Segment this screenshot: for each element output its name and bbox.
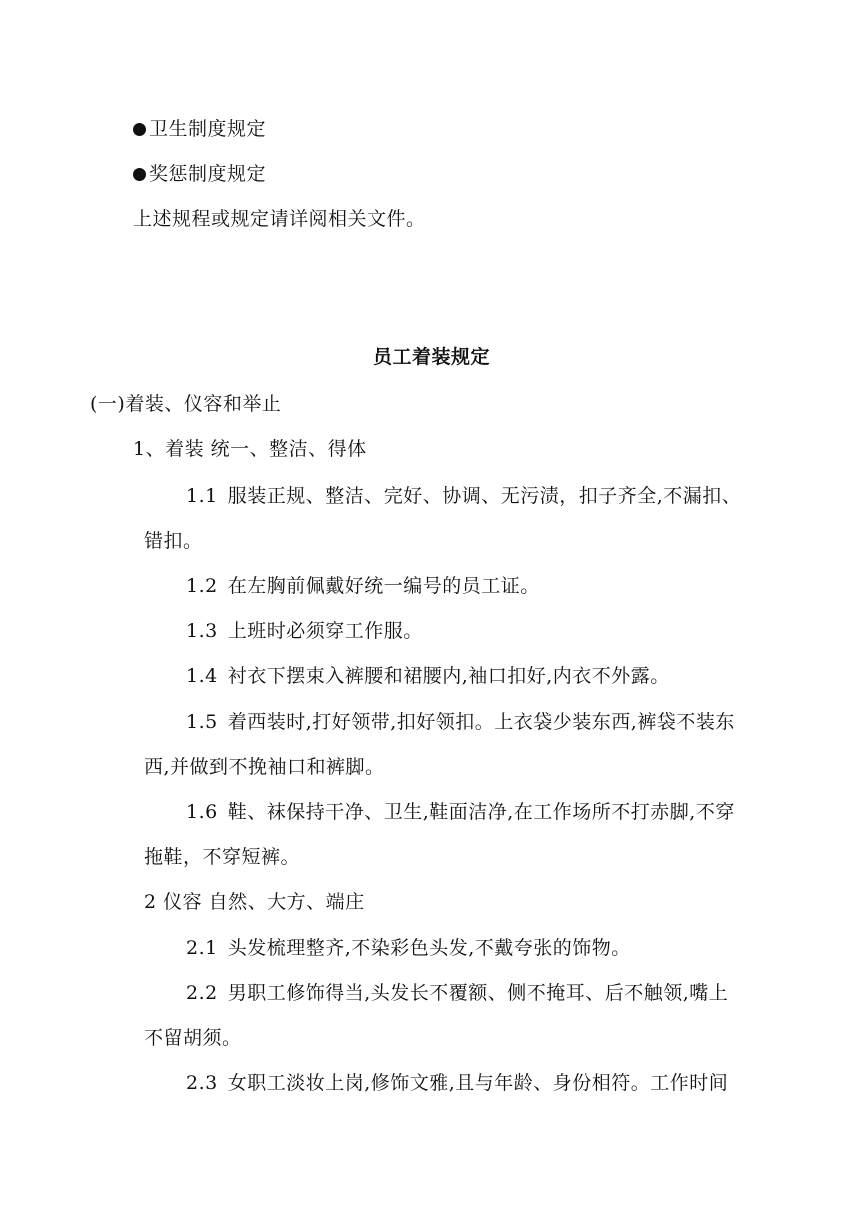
document-title: 员工着装规定 (373, 346, 491, 368)
bullet-dot-icon (133, 168, 146, 181)
clause-text: 在左胸前佩戴好统一编号的员工证。 (227, 575, 540, 597)
bullet-text: 卫生制度规定 (149, 118, 267, 140)
clause-text: 鞋、袜保持干净、卫生,鞋面洁净,在工作场所不打赤脚,不穿 (227, 801, 735, 823)
clause-number: 2.3 (186, 1072, 218, 1094)
clause-number: 1.6 (186, 801, 218, 823)
clause-number: 2.2 (186, 982, 218, 1004)
subsection-heading: 2 仪容 自然、大方、端庄 (144, 891, 365, 913)
clause-number: 1.1 (186, 485, 218, 507)
clause-line (186, 800, 735, 824)
clause-text: 上班时必须穿工作服。 (227, 620, 423, 642)
bullet-item (133, 117, 266, 141)
clause-line (186, 619, 423, 643)
clause-line (186, 710, 735, 734)
clause-number: 1.4 (186, 665, 218, 687)
intro-note: 上述规程或规定请详阅相关文件。 (133, 208, 426, 230)
bullet-item (133, 162, 266, 186)
clause-text: 头发梳理整齐,不染彩色头发,不戴夸张的饰物。 (227, 937, 631, 959)
bullet-dot-icon (133, 123, 146, 136)
clause-line (186, 484, 741, 508)
clause-number: 1.2 (186, 575, 218, 597)
clause-line (186, 1071, 728, 1095)
clause-text: 衬衣下摆束入裤腰和裙腰内,袖口扣好,内衣不外露。 (227, 665, 670, 687)
clause-line (186, 664, 670, 688)
subsection-heading: 1、着装 统一、整洁、得体 (133, 438, 367, 460)
clause-continuation: 错扣。 (144, 530, 203, 552)
clause-text: 女职工淡妆上岗,修饰文雅,且与年龄、身份相符。工作时间 (227, 1072, 729, 1094)
clause-text: 着西装时,打好领带,扣好领扣。上衣袋少装东西,裤袋不装东 (227, 711, 735, 733)
section-heading: (一)着装、仪容和举止 (90, 393, 282, 415)
clause-line (186, 936, 631, 960)
clause-number: 2.1 (186, 937, 218, 959)
clause-number: 1.3 (186, 620, 218, 642)
clause-number: 1.5 (186, 711, 218, 733)
clause-continuation: 不留胡须。 (144, 1027, 242, 1049)
clause-continuation: 拖鞋，不穿短裤。 (144, 846, 301, 868)
clause-continuation: 西,并做到不挽袖口和裤脚。 (144, 756, 385, 778)
bullet-text: 奖惩制度规定 (149, 163, 267, 185)
clause-line (186, 981, 728, 1005)
clause-text: 男职工修饰得当,头发长不覆额、侧不掩耳、后不触领,嘴上 (227, 982, 729, 1004)
clause-line (186, 574, 540, 598)
clause-text: 服装正规、整洁、完好、协调、无污渍，扣子齐全,不漏扣、 (227, 485, 742, 507)
